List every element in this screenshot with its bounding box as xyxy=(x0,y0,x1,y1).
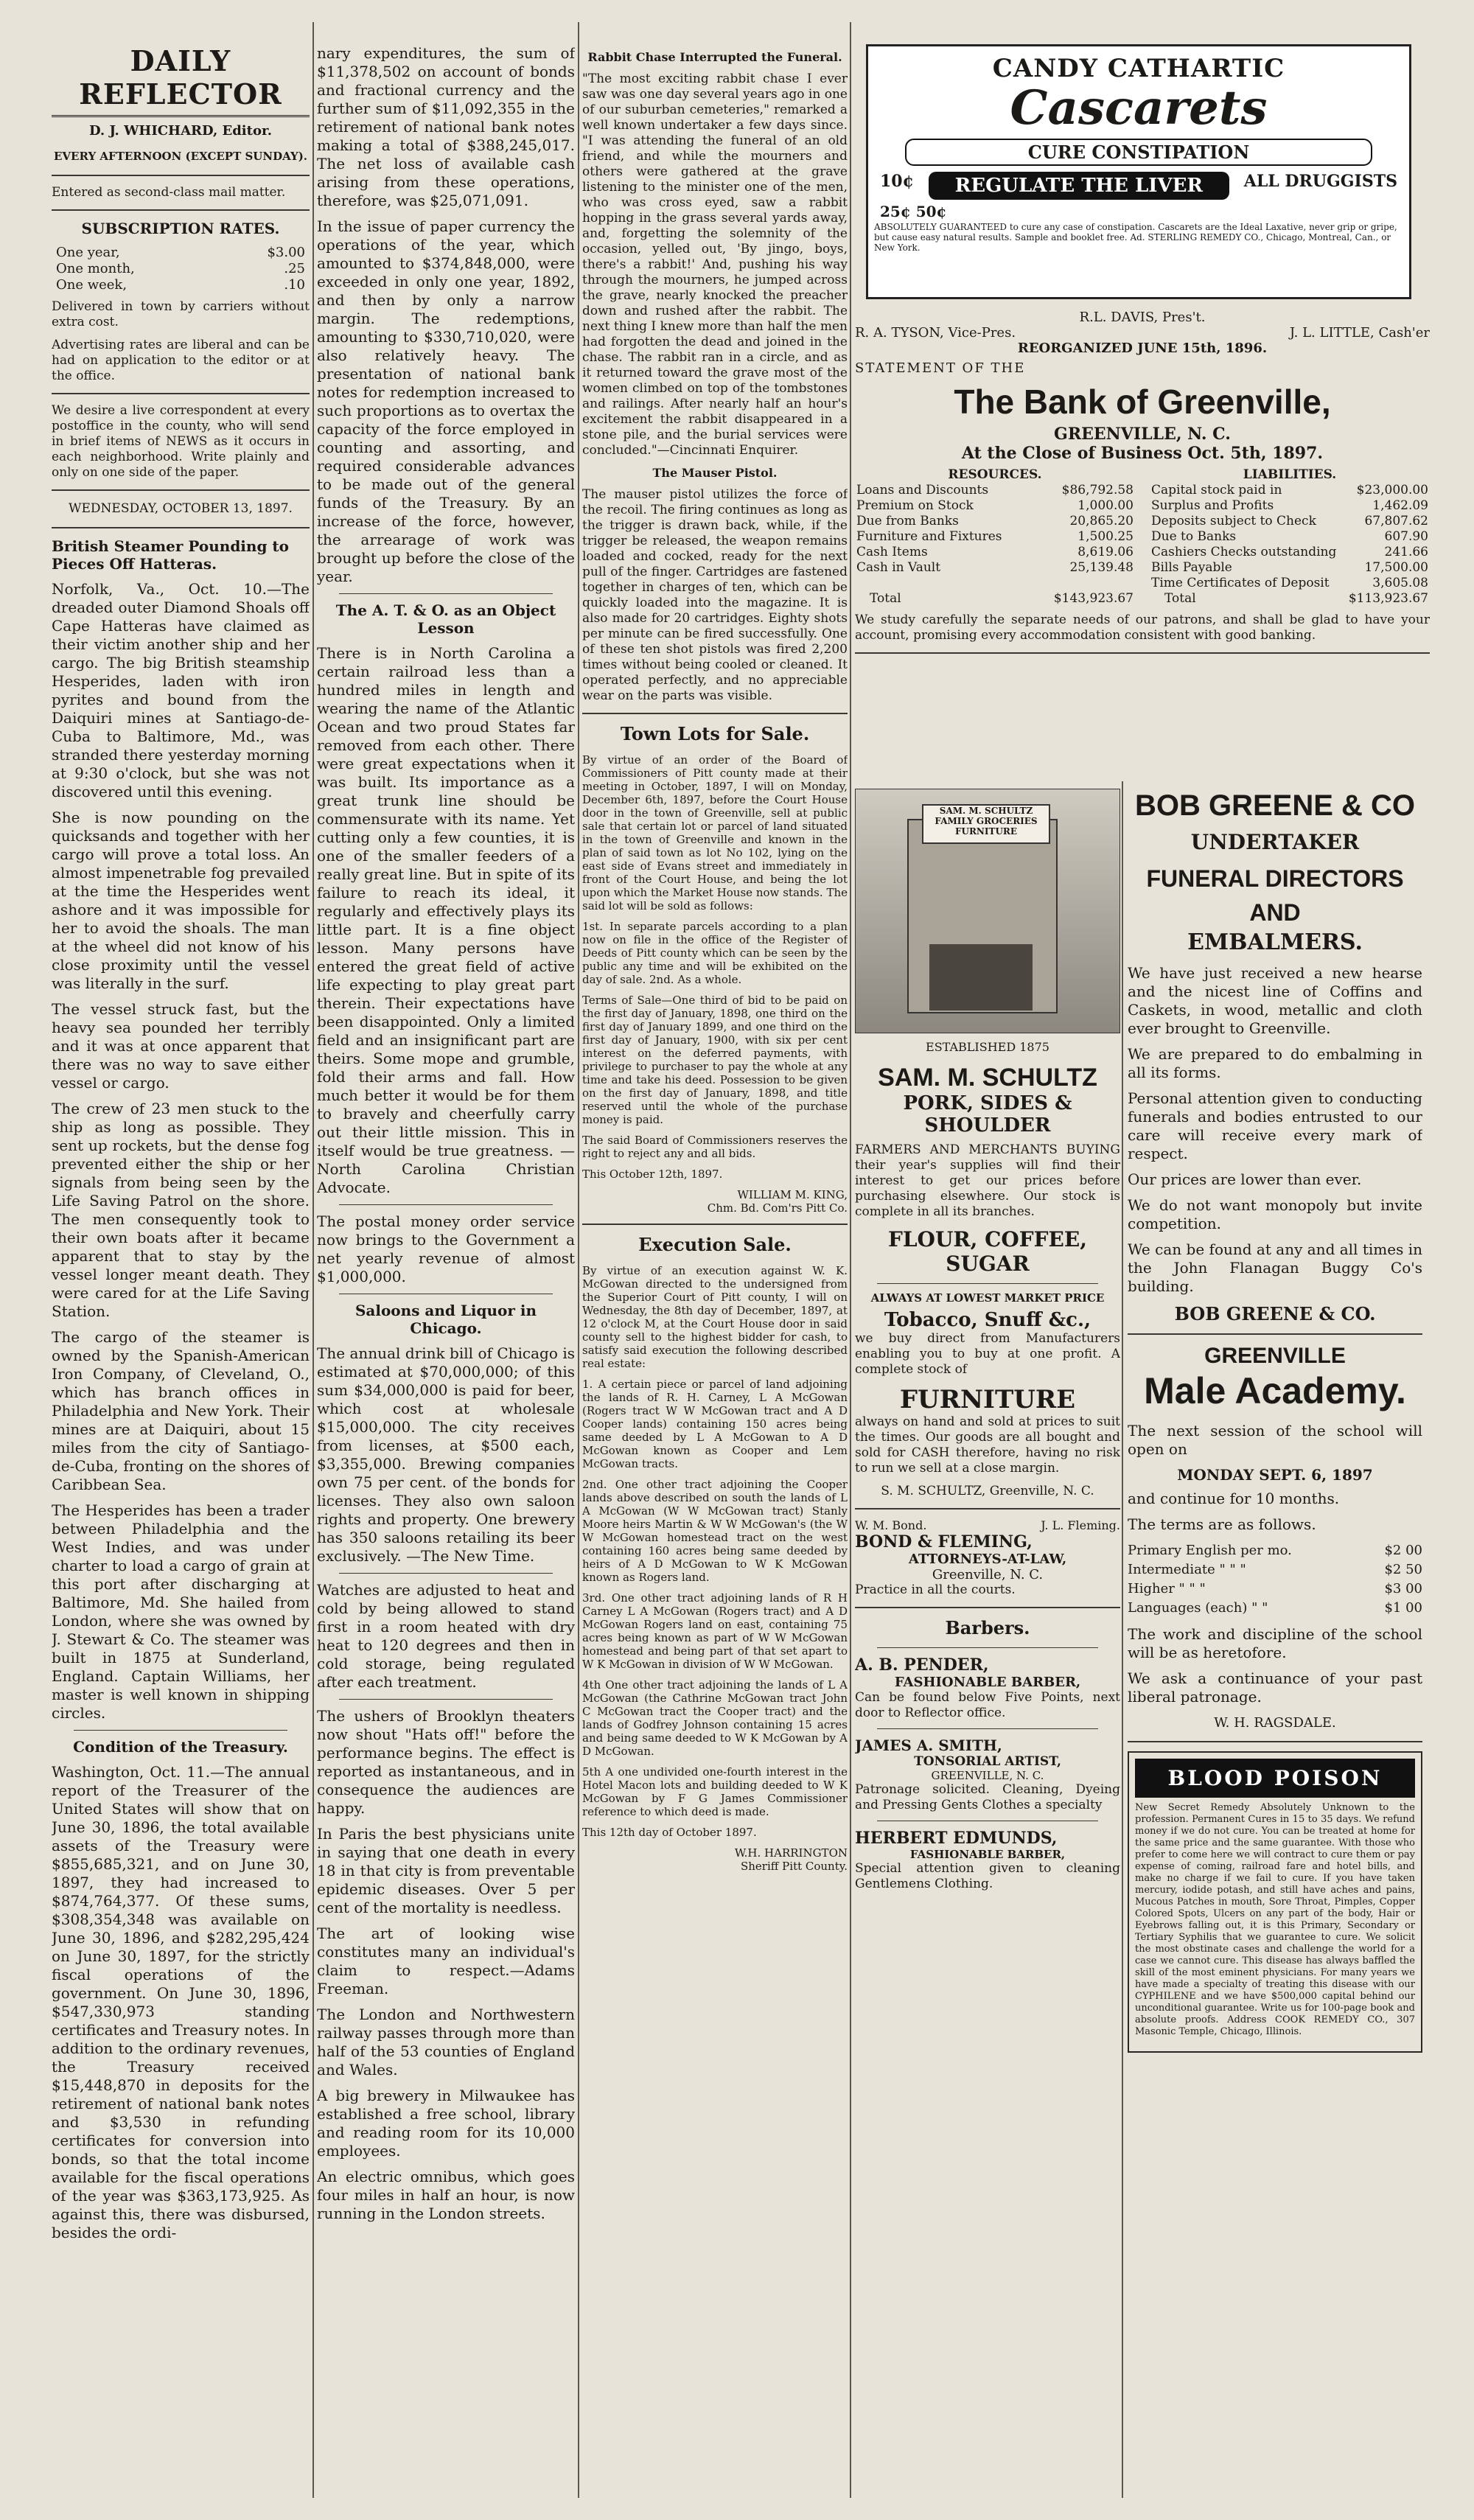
academy-text: The terms are as follows. xyxy=(1128,1515,1316,1533)
ad-banner: CURE CONSTIPATION xyxy=(905,139,1372,166)
correspondent-note: We desire a live correspondent at every postoffice in the county, who will send in brief items of NEWS as it occurs in each neighborhood. Write plainly and only on one side of the paper. xyxy=(52,403,310,480)
barber-text: Special attention given to cleaning Gentlemens Clothing. xyxy=(855,1861,1120,1891)
academy-text: and continue for 10 months. xyxy=(1128,1490,1340,1507)
undertaker-embalm: EMBALMERS. xyxy=(1187,929,1363,955)
article-paragraph: An electric omnibus, which goes four miles in half an hour, is now running in the London streets. xyxy=(317,2168,575,2222)
article-paragraph: "The most exciting rabbit chase I ever saw was one day several years ago in one of our suburban cemeteries," remarked a well known undertaker a few days since. "I was attending the funeral of an old friend, and while the mourners and others were gathered at the grave listening to the minister one of the men, who was cross eyed, saw a rabbit hopping in the grass several yards away, and, forgetting the solemnity of the occasion, yelled out, 'By jingo, boys, there's a rabbit!' And, pushing his way through the mourners, he jumped across the grave, nearly knocked the preacher down and rushed after the rabbit. The next thing I knew more than half the men had forgotten the dead and joined in the chase. The rabbit ran in a circle, and as it returned toward the grave most of the women climbed on top of the tombstones and railings. After nearly half an hour's excitement the rabbit disappeared in a stone pile, and the burial services were concluded."—Cincinnati Enquirer. xyxy=(582,71,848,458)
advertising-note: Advertising rates are liberal and can be had on application to the editor or at the office. xyxy=(52,338,310,383)
bank-officers: R. A. TYSON, Vice-Pres. J. L. LITTLE, Cash'er xyxy=(855,325,1430,341)
column-4 xyxy=(855,789,1120,2491)
column-5 xyxy=(1128,789,1422,2491)
table-row: Cash in Vault 25,139.48 xyxy=(856,560,1134,575)
article-headline: The Mauser Pistol. xyxy=(652,466,778,480)
bank-location: GREENVILLE, N. C. xyxy=(1054,425,1231,444)
law-title: ATTORNEYS-AT-LAW, xyxy=(908,1552,1067,1567)
rate-row: Intermediate " " " $2 50 xyxy=(1128,1562,1422,1577)
undertaker-text: We have just received a new hearse and the nicest line of Coffins and Caskets, in wood, metallic and cloth ever brought to Greenville. xyxy=(1128,964,1422,1037)
table-row: Loans and Discounts $86,792.58 xyxy=(856,483,1134,498)
issue-date: WEDNESDAY, OCTOBER 13, 1897. xyxy=(69,501,293,516)
academy-text: The next session of the school will open on xyxy=(1128,1422,1422,1458)
resources-table: RESOURCES. Loans and Discounts $86,792.58 Premium on Stock 1,000.00 Due from Banks 20,865.20 Furniture and Fixtures 1,500.25 Cash Items 8,619.06 Cash in Vault 25,139.48 Total $143,923.67 xyxy=(856,467,1134,606)
law-practice: Practice in all the courts. xyxy=(855,1582,1016,1597)
column-1 xyxy=(52,44,310,2491)
column-2 xyxy=(317,44,575,2491)
bank-president: R.L. DAVIS, Pres't. xyxy=(1079,310,1206,325)
barbers-heading: Barbers. xyxy=(945,1617,1030,1638)
bank-close: At the Close of Business Oct. 5th, 1897. xyxy=(961,444,1324,463)
table-row: Bills Payable 17,500.00 xyxy=(1151,560,1428,575)
blood-poison-ad xyxy=(1128,1751,1422,2053)
bank-statement xyxy=(855,310,1430,663)
established-line: ESTABLISHED 1875 xyxy=(926,1040,1049,1054)
notice-paragraph: 3rd. One other tract adjoining lands of R H Carney L A McGowan (Rogers tract) and A D McGowan Rogers land on east, containing 75 acres being known as part of W W McGowan homestead and being part of that set apart to W K McGowan in division of W W McGowan. xyxy=(582,1591,848,1671)
bank-title: The Bank of Greenville, xyxy=(954,383,1331,421)
store-text: always on hand and sold at prices to suit the times. Our goods are all bought and sold for CASH therefore, having no risk to run we sell at a close margin. xyxy=(855,1414,1120,1476)
ad-fine-print: ABSOLUTELY GUARANTEED to cure any case of constipation. Cascarets are the Ideal Laxative, never grip or gripe, but cause easy natural results. Sample and booklet free. Ad. STERLING REMEDY CO., Chicago, Montreal, Can., or New York. xyxy=(874,222,1397,253)
article-paragraph: The ushers of Brooklyn theaters now shout "Hats off!" before the performance begins. The effect is reported as instantaneous, and in consequence the audiences are happy. xyxy=(317,1707,575,1817)
barber-name: HERBERT EDMUNDS, xyxy=(855,1829,1058,1848)
notice-headline: Town Lots for Sale. xyxy=(620,723,810,744)
notice-paragraph: This October 12th, 1897. xyxy=(582,1167,723,1181)
academy-signature: W. H. RAGSDALE. xyxy=(1214,1715,1336,1731)
rate-row: One week, .10 xyxy=(56,277,305,293)
publication-schedule: EVERY AFTERNOON (EXCEPT SUNDAY). xyxy=(53,150,308,163)
article-paragraph: The Hesperides has been a trader between Philadelphia and the West Indies, and was under charter to load a cargo of grain at this port after discharging at Baltimore, Md. She hailed from London, where she was owned by J. Stewart & Co. The steamer was built in 1875 at Sunderland, England. Captain Williams, her master is well known in shipping circles. xyxy=(52,1501,310,1722)
notice-headline: Execution Sale. xyxy=(638,1234,792,1255)
store-flour: FLOUR, COFFEE, SUGAR xyxy=(887,1227,1087,1276)
undertaker-text: We do not want monopoly but invite competition. xyxy=(1128,1196,1422,1232)
article-paragraph: The postal money order service now brings to the Government a net yearly revenue of almost $1,000,000. xyxy=(317,1212,575,1285)
notice-paragraph: By virtue of an execution against W. K. McGowan directed to the undersigned from the Superior Court of Pitt county, I will on Wednesday, the 8th day of December, 1897, at 12 o'clock M, at the Court House door in said county sell to the highest bidder for cash, to satisfy said execution the following described real estate: xyxy=(582,1264,848,1370)
notice-paragraph: 5th A one undivided one-fourth interest in the Hotel Macon lots and building deeded to W K McGowan by F G James Commissioner reference to which deed is made. xyxy=(582,1765,848,1818)
notice-paragraph: 1. A certain piece or parcel of land adjoining the lands of R. H. Carney, L A McGowan (Rogers tract W W McGowan tract and A D Cooper lands) containing 150 acres being same deeded by L A McGowan to A D McGowan known as Cooper and Lem McGowan tracts. xyxy=(582,1378,848,1470)
article-paragraph: The cargo of the steamer is owned by the Spanish-American Iron Company, of Cleveland, O., which has branch offices in Philadelphia and New York. Their mines are at Daiquiri, about 15 miles from the city of Santiago-de-Cuba, fronting on the shores of Caribbean Sea. xyxy=(52,1328,310,1493)
liabilities-table: LIABILITIES. Capital stock paid in $23,000.00 Surplus and Profits 1,462.09 Deposits subject to Check 67,807.62 Due to Banks 607.90 Cashiers Checks outstanding 241.66 Bills Payable 17,500.00 Time Certificates of Deposit 3,605.08 Total $113,923.67 xyxy=(1151,467,1428,606)
store-furniture: FURNITURE xyxy=(899,1385,1076,1414)
barber-name: JAMES A. SMITH, xyxy=(855,1737,1002,1754)
law-firm: BOND & FLEMING, xyxy=(855,1532,1033,1552)
article-headline: British Steamer Pounding to Pieces Off Hatteras. xyxy=(52,537,289,573)
rate-row: Languages (each) " " $1 00 xyxy=(1128,1600,1422,1616)
undertaker-text: Personal attention given to conducting funerals and bodies entrusted to our care will receive every mark of respect. xyxy=(1128,1089,1422,1162)
barber-title: FASHIONABLE BARBER, xyxy=(909,1848,1066,1861)
academy-text: We ask a continuance of your past liberal patronage. xyxy=(1128,1669,1422,1706)
column-rule xyxy=(312,22,314,2498)
notice-paragraph: This 12th day of October 1897. xyxy=(582,1826,757,1839)
undertaker-title: UNDERTAKER xyxy=(1190,830,1360,854)
statement-label: STATEMENT OF THE xyxy=(855,360,1026,376)
table-row: Premium on Stock 1,000.00 xyxy=(856,498,1134,513)
undertaker-text: We can be found at any and all times in the John Flanagan Buggy Co's building. xyxy=(1128,1240,1422,1295)
store-tobacco: Tobacco, Snuff &c., xyxy=(884,1309,1091,1331)
rate-row: One year, $3.00 xyxy=(56,245,305,260)
notice-paragraph: 1st. In separate parcels according to a plan now on file in the office of the Register of Deeds of Pitt county which can be seen by the public any time and will be exhibited on the day of sale. 2nd. As a whole. xyxy=(582,920,848,986)
ad-logo: Cascarets xyxy=(1010,80,1268,136)
delivery-note: Delivered in town by carriers without extra cost. xyxy=(52,299,310,329)
undertaker-text: We are prepared to do embalming in all its forms. xyxy=(1128,1045,1422,1081)
signature: Sheriff Pitt County. xyxy=(740,1860,848,1873)
academy-text: The work and discipline of the school will be as heretofore. xyxy=(1128,1625,1422,1661)
article-paragraph: Washington, Oct. 11.—The annual report of the Treasurer of the United States will show that on June 30, 1896, the total available assets of the Treasury were $855,685,321, and on June 30, 1897, they had increased to $874,764,377. Of these sums, $308,354,348 was available on June 30, 1896, and $282,295,424 on June 30, 1897, for the strictly fiscal operations of the government. On June 30, 1896, $547,330,973 standing certificates and Treasury notes. In addition to the ordinary revenues, the Treasury received $15,448,870 in deposits for the retirement of national bank notes and $3,530 in refunding certificates for conversion into bonds, so that the total income available for the fiscal operations of the year was $363,173,925. As against this, there was disbursed, besides the ordi- xyxy=(52,1763,310,2241)
article-paragraph: nary expenditures, the sum of $11,378,502 on account of bonds and fractional currency and the further sum of $11,092,355 in the retirement of national bank notes making a total of $388,245,017. The net loss of available cash arising from these operations, therefore, was $25,071,091. xyxy=(317,44,575,209)
rate-row: Primary English per mo. $2 00 xyxy=(1128,1543,1422,1558)
blood-poison-text: New Secret Remedy Absolutely Unknown to the profession. Permanent Cures in 15 to 35 days. We refund money if we do not cure. You can be treated at home for the same price and the same guarantee. With those who prefer to come here we will contract to cure them or pay expense of coming, railroad fare and hotel bills, and make no charge if we fail to cure. If you have taken mercury, iodide potash, and still have aches and pains, Mucous Patches in mouth, Sore Throat, Pimples, Copper Colored Spots, Ulcers on any part of the body, Hair or Eyebrows falling out, it is this Primary, Secondary or Tertiary Syphilis that we guarantee to cure. We solicit the most obstinate cases and challenge the world for a case we cannot cure. This disease has always baffled the skill of the most eminent physicians. For many years we have made a specialty of treating this disease with our CYPHILENE and we have $500,000 capital behind our unconditional guarantee. Write us for 100-page book and absolute proofs. Address COOK REMEDY CO., 307 Masonic Temple, Chicago, Illinois. xyxy=(1135,1802,1415,2037)
article-paragraph: The annual drink bill of Chicago is estimated at $70,000,000; of this sum $34,000,000 is paid for beer, which cost at wholesale $15,000,000. The city receives from licenses, at $500 each, $3,355,000. Brewing companies own 75 per cent. of the bonds for licenses. They also own saloon rights and property. One brewery has 350 saloons retailing its beer exclusively. —The New Time. xyxy=(317,1344,575,1565)
undertaker-funeral: FUNERAL DIRECTORS AND xyxy=(1146,865,1404,926)
article-headline: Saloons and Liquor in Chicago. xyxy=(354,1302,537,1337)
ad-tagline: CANDY CATHARTIC xyxy=(992,54,1285,83)
postal-notice: Entered as second-class mail matter. xyxy=(52,185,286,200)
store-text: we buy direct from Manufacturers enabling you to buy at one profit. A complete stock of xyxy=(855,1331,1120,1377)
article-paragraph: A big brewery in Milwaukee has established a free school, library and reading room for its 10,000 employees. xyxy=(317,2087,575,2160)
article-paragraph: The crew of 23 men stuck to the ship as long as possible. They sent up rockets, but the dense fog prevented either the ship or her signals from being seen by the Life Saving Patrol on the shore. The men consequently took to their own boats after it became apparent that to stay by the vessel longer meant death. They were cared for at the Life Saving Station. xyxy=(52,1100,310,1320)
undertaker-name: BOB GREENE & CO xyxy=(1134,789,1416,822)
store-name: SAM. M. SCHULTZ xyxy=(878,1064,1097,1092)
article-paragraph: The London and Northwestern railway passes through more than half of the 53 counties of England and Wales. xyxy=(317,2006,575,2079)
rate-row: One month, .25 xyxy=(56,261,305,276)
notice-paragraph: By virtue of an order of the Board of Commissioners of Pitt county made at their meeting in October, 1897, I will on Monday, December 6th, 1897, before the Court House door in the town of Greenville, sell at public sale that certain lot or parcel of land situated in the town of Greenville and known in the plan of said town as lot No 102, lying on the east side of Evans street and immediately in front of the Court House, and being the lot upon which the Market House now stands. The said lot will be sold as follows: xyxy=(582,753,848,912)
notice-paragraph: 2nd. One other tract adjoining the Cooper lands above described on south the lands of L A McGowan (W W McGowan tract) Stanly Moore heirs Martin & W W McGowan's (the W W McGowan homestead tract on the west containing 160 acres being same deeded by heirs of A D McGowan to W K McGowan known as Rogers land. xyxy=(582,1478,848,1584)
law-location: Greenville, N. C. xyxy=(932,1567,1044,1582)
store-illustration: SAM. M. SCHULTZ FAMILY GROCERIES FURNITURE xyxy=(855,789,1120,1033)
article-paragraph: Watches are adjusted to heat and cold by being allowed to stand first in a room heated with dry heat to 120 degrees and then in cold storage, being regulated after each treatment. xyxy=(317,1581,575,1691)
barber-text: Can be found below Five Points, next door to Reflector office. xyxy=(855,1690,1120,1720)
undertaker-text: Our prices are lower than ever. xyxy=(1128,1170,1362,1188)
academy-date: MONDAY SEPT. 6, 1897 xyxy=(1177,1466,1373,1484)
table-row: Furniture and Fixtures 1,500.25 xyxy=(856,529,1134,544)
bank-reorganized: REORGANIZED JUNE 15th, 1896. xyxy=(1017,341,1268,356)
article-paragraph: Norfolk, Va., Oct. 10.—The dreaded outer Diamond Shoals off Cape Hatteras have claimed as their victim another ship and her cargo. The big British steamship Hesperides, laden with iron pyrites and bound from the Daiquiri mines at Santiago-de-Cuba to Baltimore, Md., was stranded there yesterday morning at 9:30 o'clock, but she was not discovered until this evening. xyxy=(52,580,310,800)
column-rule xyxy=(578,22,579,2498)
store-text: FARMERS AND MERCHANTS BUYING their year's supplies will find their interest to get our prices before purchasing elsewhere. Our stock is complete in all its branches. xyxy=(855,1142,1120,1219)
table-row: Surplus and Profits 1,462.09 xyxy=(1151,498,1428,513)
column-3 xyxy=(582,44,848,2491)
ad-prices: 10¢ REGULATE THE LIVER ALL DRUGGISTS xyxy=(868,169,1409,203)
table-row: Due to Banks 607.90 xyxy=(1151,529,1428,544)
store-always: ALWAYS AT LOWEST MARKET PRICE xyxy=(870,1291,1105,1305)
article-paragraph: The vessel struck fast, but the heavy sea pounded her terribly and it was at once apparent that there was no way to save either vessel or cargo. xyxy=(52,1000,310,1092)
ad-prices-2: 25¢ 50¢ xyxy=(880,203,947,220)
subscription-rates xyxy=(52,245,310,293)
article-paragraph: There is in North Carolina a certain railroad less than a hundred miles in length and wearing the name of the Atlantic Ocean and two proud States far removed from each other. There were great expectations when it was built. Its importance as a great trunk line should be commensurate with its name. Yet cutting only a few counties, it is one of the smaller feeders of a really great line. But in spite of its failure to reach its ideal, it regularly and effectively plays its little part. It is a fine object lesson. Many persons have entered the great field of active life expecting to play great part therein. Their expectations have been disappointed. Only a limited field and an insignificant part are theirs. Some mope and grumble, fold their arms and fall. How much better it would be for them to bravely and cheerfully carry out their little mission. This in itself would be true greatness. —North Carolina Christian Advocate. xyxy=(317,644,575,1196)
notice-paragraph: 4th One other tract adjoining the lands of L A McGowan (the Cathrine McGowan tract John C McGowan tract the Cooper tract) and the lands of Godfrey Johnson containing 15 acres and being same deeded to W K McGowan by A D McGowan. xyxy=(582,1678,848,1758)
store-pork: PORK, SIDES & SHOULDER xyxy=(903,1092,1072,1137)
law-partners: W. M. Bond. J. L. Fleming. xyxy=(855,1518,1120,1532)
article-headline: Condition of the Treasury. xyxy=(73,1738,288,1756)
signature: Chm. Bd. Com'rs Pitt Co. xyxy=(707,1201,848,1215)
barber-title: TONSORIAL ARTIST, xyxy=(914,1754,1061,1769)
table-row: Total $113,923.67 xyxy=(1164,591,1428,606)
article-paragraph: In the issue of paper currency the operations of the year, which amounted to $374,848,000, were exceeded in only one year, 1892, and then by only a narrow margin. The redemptions, amounting to $330,710,020, were also relatively heavy. The presentation of national bank notes for redemption increased to such proportions as to overtax the capacity of the force employed in counting and assorting, and required considerable advances to be made out of the general funds of the Treasury. By an increase of the force, however, the arrearage of work was brought up before the close of the year. xyxy=(317,217,575,585)
notice-paragraph: Terms of Sale—One third of bid to be paid on the first day of January, 1898, one third on the first day of January 1899, and one third on the first day of January, 1900, with six per cent interest on the deferred payments, with privilege to purchaser to pay the whole at any time and take his deed. Possession to be given on the first day of January, 1898, and title reserved until the whole of the purchase money is paid. xyxy=(582,994,848,1126)
article-paragraph: She is now pounding on the quicksands and together with her cargo will prove a total loss. An almost impenetrable fog prevailed at the time the Hesperides went ashore and it was impossible for her to avoid the shoals. The man at the wheel did not know of his close proximity until the vessel was literally in the surf. xyxy=(52,809,310,992)
subscription-heading: SUBSCRIPTION RATES. xyxy=(81,220,280,237)
notice-paragraph: The said Board of Commissioners reserves the right to reject any and all bids. xyxy=(582,1134,848,1160)
table-row: Cash Items 8,619.06 xyxy=(856,545,1134,559)
editor-line: D. J. WHICHARD, Editor. xyxy=(88,123,273,139)
undertaker-signature: BOB GREENE & CO. xyxy=(1174,1303,1376,1324)
column-rule xyxy=(850,22,851,2498)
barber-title: FASHIONABLE BARBER, xyxy=(894,1675,1081,1690)
masthead-title: DAILY REFLECTOR xyxy=(52,44,310,117)
article-paragraph: The mauser pistol utilizes the force of the recoil. The firing continues as long as the trigger is drawn back, while, if the trigger be released, the weapon remains loaded and cocked, ready for the next pull of the finger. Cartridges are fastened together in charges of ten, which can be quickly loaded into the magazine. It is also made for 20 cartridges. Eighty shots per minute can be fired successfully. One of these ten shot pistols was fired 2,200 times without being cooled or cleaned. It operated perfectly, and no appreciable wear on the parts was visible. xyxy=(582,487,848,703)
store-signature: S. M. SCHULTZ, Greenville, N. C. xyxy=(881,1484,1094,1498)
academy-title: GREENVILLE xyxy=(1204,1344,1346,1368)
table-row: Time Certificates of Deposit 3,605.08 xyxy=(1151,576,1428,590)
table-row: Due from Banks 20,865.20 xyxy=(856,514,1134,528)
signature: W.H. HARRINGTON xyxy=(734,1846,848,1860)
table-row: Deposits subject to Check 67,807.62 xyxy=(1151,514,1428,528)
article-paragraph: The art of looking wise constitutes many an individual's claim to respect.—Adams Freeman. xyxy=(317,1924,575,1997)
signature: WILLIAM M. KING, xyxy=(737,1188,848,1201)
article-headline: Rabbit Chase Interrupted the Funeral. xyxy=(587,50,842,64)
barber-text: Patronage solicited. Cleaning, Dyeing and Pressing Gents Clothes a specialty xyxy=(855,1782,1120,1812)
barber-name: A. B. PENDER, xyxy=(855,1655,989,1675)
table-row: Cashiers Checks outstanding 241.66 xyxy=(1151,545,1428,559)
article-paragraph: In Paris the best physicians unite in saying that one death in every 18 in that city is from preventable epidemic diseases. Over 5 per cent of the mortality is needless. xyxy=(317,1825,575,1916)
tuition-rates xyxy=(1128,1541,1422,1618)
blood-poison-heading: BLOOD POISON xyxy=(1135,1759,1415,1798)
barber-location: GREENVILLE, N. C. xyxy=(931,1769,1044,1782)
table-row: Total $143,923.67 xyxy=(870,591,1134,606)
article-headline: The A. T. & O. as an Object Lesson xyxy=(335,601,556,637)
table-row: Capital stock paid in $23,000.00 xyxy=(1151,483,1428,498)
cascarets-ad xyxy=(866,44,1411,299)
bank-footer: We study carefully the separate needs of our patrons, and shall be glad to have your account, promising every accommodation consistent with good banking. xyxy=(855,612,1430,643)
academy-name: Male Academy. xyxy=(1144,1370,1406,1411)
column-rule xyxy=(1122,781,1123,2498)
rate-row: Higher " " " $3 00 xyxy=(1128,1581,1422,1596)
